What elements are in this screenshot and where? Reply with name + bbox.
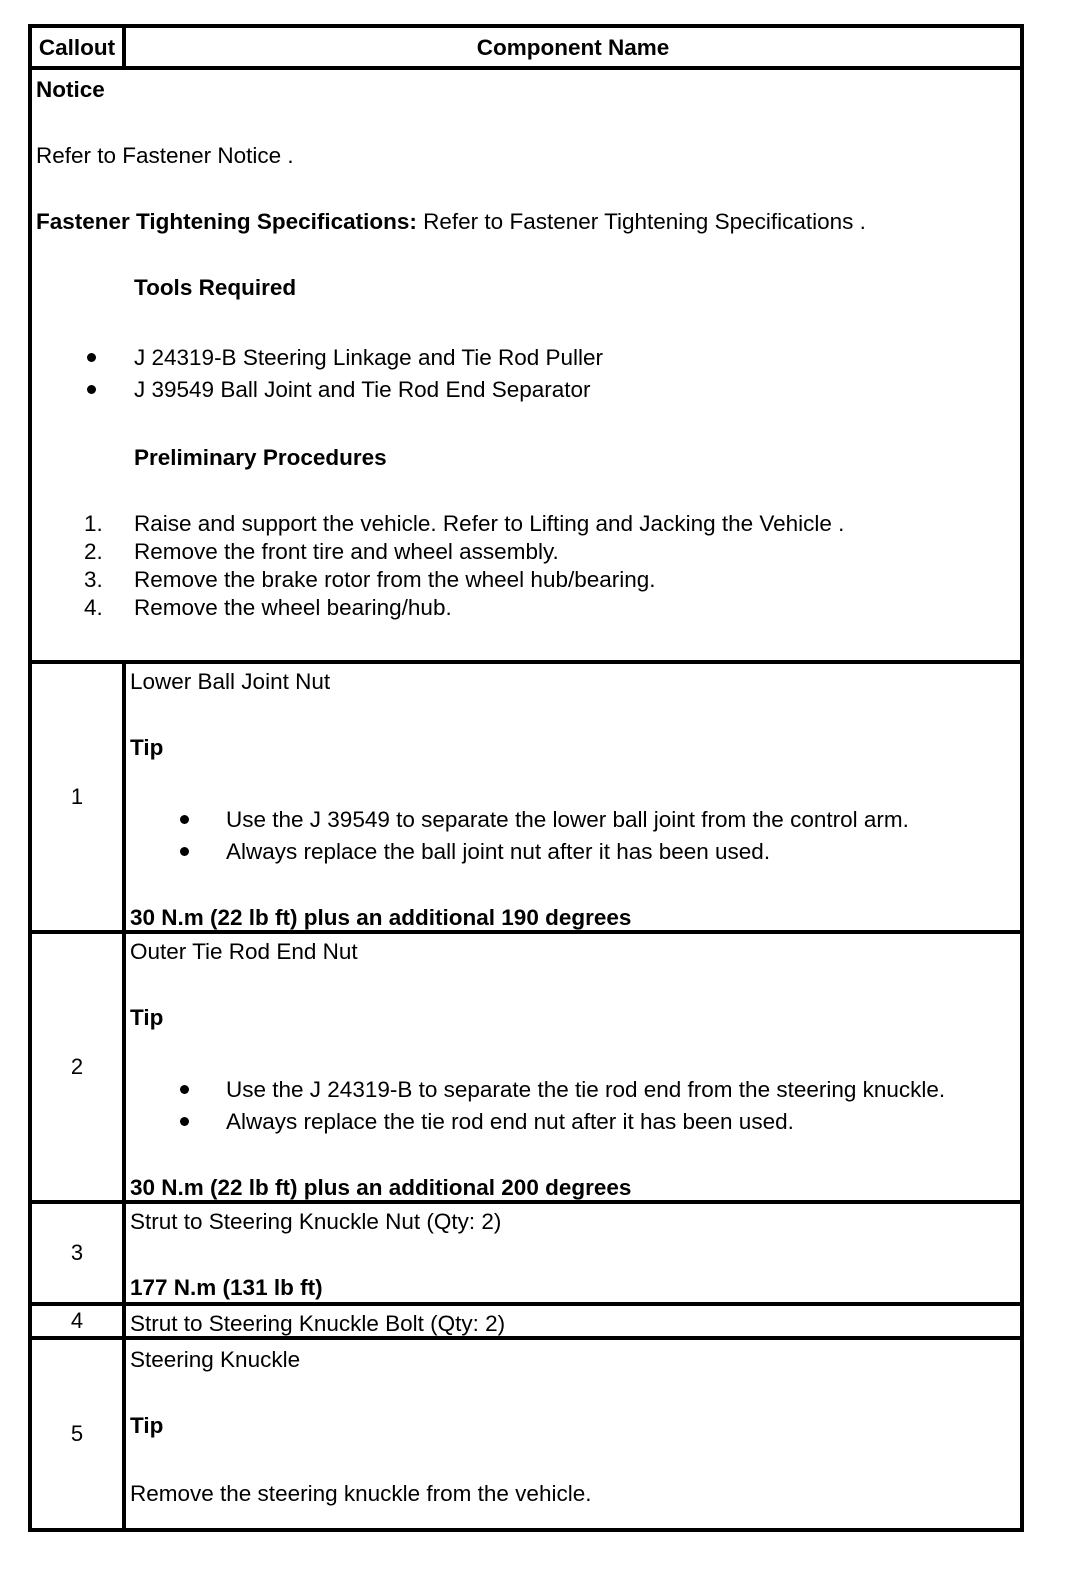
step-number: 2. [84,539,103,564]
step-number: 4. [84,595,103,620]
tip-heading: Tip [130,1005,164,1030]
bullet-dot [180,815,189,824]
component-name: Strut to Steering Knuckle Bolt (Qty: 2) [130,1311,506,1336]
callout-number: 3 [30,1202,124,1304]
notice-row [30,68,1022,662]
component-cell [124,1304,1022,1338]
callout-header: Callout [30,26,124,68]
callout-number: 1 [30,662,124,932]
step-text: Raise and support the vehicle. Refer to Lifting and Jacking the Vehicle . [134,511,845,536]
tool-item: J 39549 Ball Joint and Tie Rod End Separator [134,377,591,402]
tools-required-heading: Tools Required [134,275,297,300]
component-name: Strut to Steering Knuckle Nut (Qty: 2) [130,1209,502,1234]
table-header-row [30,26,1022,68]
notice-title: Notice [36,77,105,102]
tip-text: Remove the steering knuckle from the vehicle. [130,1481,592,1506]
bullet-dot [87,353,96,362]
torque-spec: 30 N.m (22 lb ft) plus an additional 190 degrees [130,905,632,930]
torque-spec: 30 N.m (22 lb ft) plus an additional 200 degrees [130,1175,632,1200]
callout-number: 5 [30,1338,124,1530]
callout-number: 4 [30,1304,124,1338]
step-number: 1. [84,511,103,536]
step-text: Remove the front tire and wheel assembly. [134,539,559,564]
bullet-dot [87,385,96,394]
step-number: 3. [84,567,103,592]
bullet-dot [180,1117,189,1126]
tip-bullet: Use the J 24319-B to separate the tie rod end from the steering knuckle. [226,1077,946,1102]
table-row [30,1202,1022,1304]
table-row [30,1338,1022,1530]
component-name: Lower Ball Joint Nut [130,669,331,694]
component-name: Steering Knuckle [130,1347,301,1372]
bullet-dot [180,847,189,856]
preliminary-procedures-heading: Preliminary Procedures [134,445,387,470]
component-cell [124,1202,1022,1304]
notice-text: Refer to Fastener Notice . [36,143,294,168]
step-text: Remove the wheel bearing/hub. [134,595,452,620]
table-row [30,662,1022,932]
component-table [28,24,1024,1532]
tip-bullet: Always replace the ball joint nut after it has been used. [226,839,771,864]
component-cell [124,932,1022,1202]
tip-bullet: Always replace the tie rod end nut after it has been used. [226,1109,794,1134]
component-name-header: Component Name [124,26,1022,68]
callout-number: 2 [30,932,124,1202]
fastener-spec-text: Refer to Fastener Tightening Specifications . [416,209,866,234]
tip-bullet: Use the J 39549 to separate the lower ball joint from the control arm. [226,807,909,832]
component-cell [124,662,1022,932]
torque-spec: 177 N.m (131 lb ft) [130,1275,323,1300]
fastener-spec-label: Fastener Tightening Specifications: [36,209,417,234]
table-row [30,1304,1022,1338]
component-cell [124,1338,1022,1530]
tip-heading: Tip [130,735,164,760]
notice-cell [30,68,1022,662]
step-text: Remove the brake rotor from the wheel hub/bearing. [134,567,656,592]
tip-heading: Tip [130,1413,164,1438]
component-name: Outer Tie Rod End Nut [130,939,358,964]
tool-item: J 24319-B Steering Linkage and Tie Rod Puller [134,345,604,370]
table-row [30,932,1022,1202]
fastener-spec-line [36,208,866,235]
bullet-dot [180,1085,189,1094]
